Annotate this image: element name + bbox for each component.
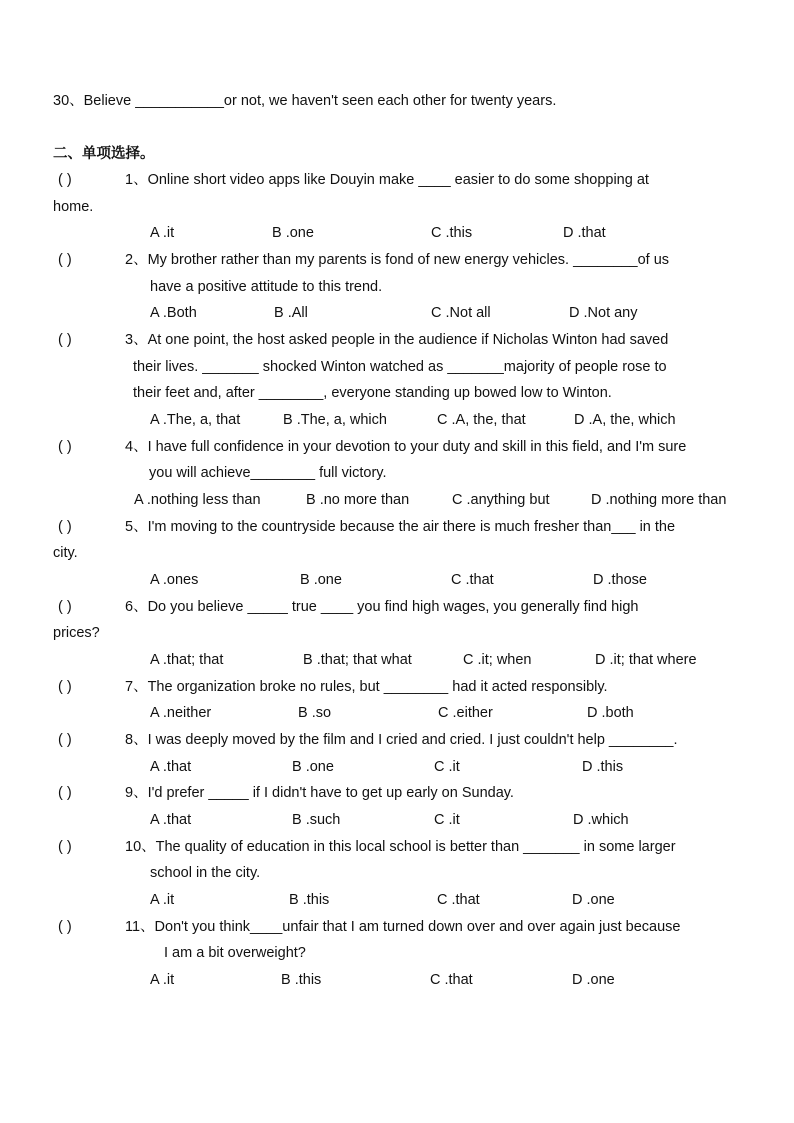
option-b: B .so [298,705,332,721]
question-30: 30、Believe ___________or not, we haven't seen each other for twenty years. [53,93,557,109]
q6-line2: prices? [53,625,100,641]
q7-line1: 7、The organization broke no rules, but ________ had it acted responsibly. [125,679,608,695]
q2-line2: have a positive attitude to this trend. [150,279,383,295]
option-d: D .both [587,705,634,721]
option-c: C .either [438,705,493,721]
q3-line3: their feet and, after ________, everyone standing up bowed low to Winton. [133,385,612,401]
option-b: B .one [300,572,342,588]
q10-line2: school in the city. [150,865,261,881]
answer-blank: ( ) [58,732,72,748]
option-b: B .this [281,972,322,988]
q4-line1: 4、I have full confidence in your devotion to your duty and skill in this field, and I'm sure [125,439,687,455]
answer-blank: ( ) [58,332,72,348]
q2-line1: 2、My brother rather than my parents is fond of new energy vehicles. ________of us [125,252,670,268]
option-a: A .it [150,225,175,241]
option-c: C .it; when [463,652,532,668]
q4-line2: you will achieve________ full victory. [149,465,387,481]
option-b: B .The, a, which [283,412,387,428]
option-b: B .that; that what [303,652,412,668]
option-c: C .A, the, that [437,412,526,428]
answer-blank: ( ) [58,172,72,188]
answer-blank: ( ) [58,679,72,695]
option-a: A .ones [150,572,199,588]
q1-line1: 1、Online short video apps like Douyin make ____ easier to do some shopping at [125,172,649,188]
option-a: A .it [150,972,175,988]
q11-line2: I am a bit overweight? [164,945,306,961]
option-c: C .that [430,972,473,988]
q3-line2: their lives. _______ shocked Winton watched as _______majority of people rose to [133,359,667,375]
option-a: A .nothing less than [134,492,261,508]
option-a: A .The, a, that [150,412,241,428]
q11-line1: 11、Don't you think____unfair that I am turned down over and over again just because [125,919,681,935]
option-c: C .that [451,572,494,588]
answer-blank: ( ) [58,919,72,935]
option-b: B .such [292,812,341,828]
option-b: B .no more than [306,492,410,508]
option-d: D .Not any [569,305,638,321]
option-c: C .anything but [452,492,550,508]
option-d: D .nothing more than [591,492,727,508]
option-c: C .this [431,225,473,241]
option-d: D .this [582,759,624,775]
option-c: C .it [434,759,460,775]
answer-blank: ( ) [58,839,72,855]
option-a: A .that; that [150,652,224,668]
option-c: C .that [437,892,480,908]
q5-line2: city. [53,545,78,561]
option-a: A .it [150,892,175,908]
answer-blank: ( ) [58,519,72,535]
option-a: A .Both [150,305,197,321]
option-d: D .one [572,892,615,908]
answer-blank: ( ) [58,252,72,268]
answer-blank: ( ) [58,599,72,615]
option-c: C .Not all [431,305,491,321]
option-b: B .this [289,892,330,908]
q10-line1: 10、The quality of education in this local school is better than _______ in some larger [125,839,676,855]
answer-blank: ( ) [58,439,72,455]
q3-line1: 3、At one point, the host asked people in the audience if Nicholas Winton had saved [125,332,669,348]
option-a: A .that [150,759,192,775]
q5-line1: 5、I'm moving to the countryside because the air there is much fresher than___ in the [125,519,676,535]
section-title: 二、单项选择。 [53,146,155,162]
q1-line2: home. [53,199,94,215]
option-b: B .one [292,759,334,775]
option-d: D .those [593,572,647,588]
q6-line1: 6、Do you believe _____ true ____ you find high wages, you generally find high [125,599,639,615]
option-d: D .which [573,812,629,828]
option-d: D .one [572,972,615,988]
option-d: D .it; that where [595,652,697,668]
option-b: B .All [274,305,308,321]
option-d: D .that [563,225,606,241]
option-d: D .A, the, which [574,412,676,428]
option-a: A .neither [150,705,212,721]
option-c: C .it [434,812,460,828]
q9-line1: 9、I'd prefer _____ if I didn't have to get up early on Sunday. [125,785,514,801]
answer-blank: ( ) [58,785,72,801]
option-a: A .that [150,812,192,828]
q8-line1: 8、I was deeply moved by the film and I cried and cried. I just couldn't help ________. [125,732,678,748]
option-b: B .one [272,225,314,241]
